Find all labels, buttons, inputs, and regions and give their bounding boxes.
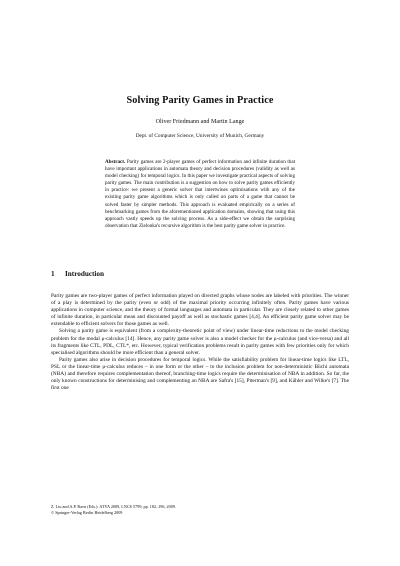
- paper-title: Solving Parity Games in Practice: [126, 95, 274, 106]
- footnote-citation: Z. Liu and A.P. Ravn (Eds.): ATVA 2009, LNCS 5799, pp. 182–196, 2009.: [51, 504, 176, 509]
- section-title: Introduction: [65, 270, 105, 278]
- paragraph-2: Solving a parity game is equivalent (from a complexity-theoretic point of view) under linear-time reductions to the model checking problem for the modal μ-calculus [14]. Hence, any parity game solver is also a model checker for the μ-calculus (and vice-versa) and all its fragments like CTL, PDL, CTL*, etc. However, typical verification problems result in parity games with few priorities only for which specialised algorithms should be more efficient than a general solver.: [51, 328, 349, 356]
- paragraph-3: Parity games also arise in decision procedures for temporal logics. While the satisfiability problem for linear-time logics like LTL, PSL or the linear-time μ-calculus reduces – in one form or the other – to the inclusion problem for non-deterministic Büchi automata (NBA) and therefore requires complementation thereof, branching-time logics require the determinisation of NBA in addition. So far, the only known constructions for determinising and complementing an NBA are Safra's [15], Piterman's [9], and Kähler and Wilke's [7]. The first one: [51, 356, 349, 392]
- section-heading: [51, 270, 104, 278]
- body-text: [51, 293, 349, 392]
- abstract-text: Parity games are 2-player games of perfect information and infinite duration that have important applications in automata theory and decision procedures (validity as well as model checking) for temporal logics. In this paper we investigate practical aspects of solving parity games. The main contribution is a suggestion on how to solve parity games efficiently in practice: we present a generic solver that intertwines optimisations with any of the existing parity game algorithms which is only called on parts of a game that cannot be solved faster by simpler methods. This approach is evaluated empirically on a series of benchmarking games from the aforementioned application domains, showing that using this approach vastly speeds up the solving process. As a side-effect we obtain the surprising observation that Zielonka's recursive algorithm is the best parity game solver in practice.: [105, 159, 295, 229]
- footnote-copyright: © Springer-Verlag Berlin Heidelberg 2009: [51, 510, 123, 515]
- paper-authors: Oliver Friedmann and Martin Lange: [155, 119, 245, 125]
- paragraph-1: Parity games are two-player games of perfect information played on directed graphs whose nodes are labeled with priorities. The winner of a play is determined by the parity (even or odd) of the maximal priority occurring infinitely often. Parity games have various applications in computer science, and the theory of formal languages and automata in particular. They are closely related to other games of infinite duration, in particular mean and discounted payoff as well as stochastic games [4,4]. An efficient parity game solver may be extendable to efficient solvers for those games as well.: [51, 293, 349, 328]
- abstract: [105, 159, 295, 230]
- paper-affiliation: Dept. of Computer Science, University of Munich, Germany: [135, 133, 265, 139]
- abstract-label: Abstract.: [105, 159, 126, 165]
- section-number: 1: [51, 270, 55, 278]
